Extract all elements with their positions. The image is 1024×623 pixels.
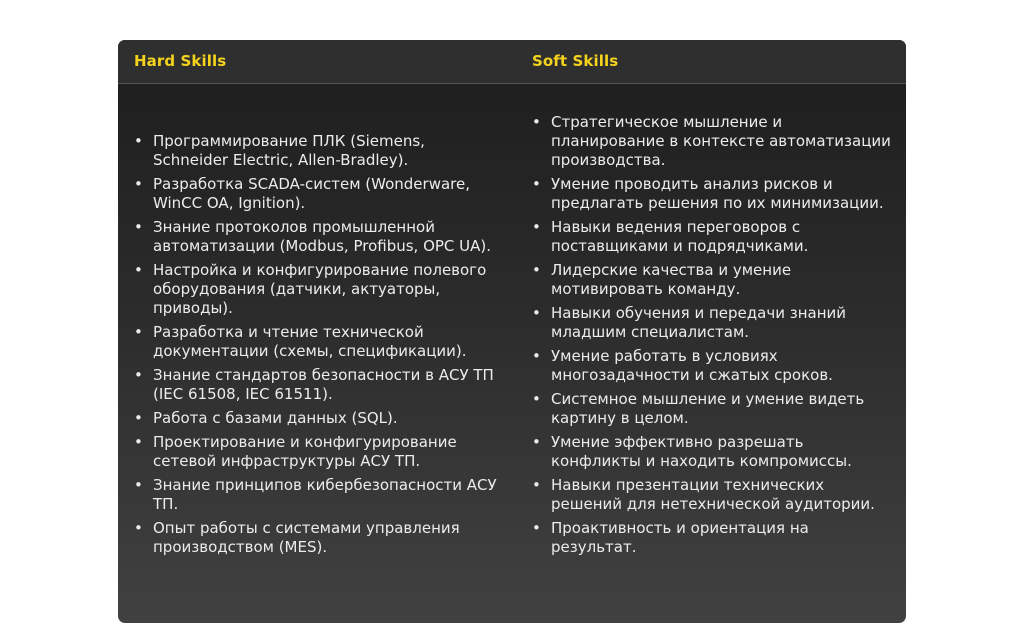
bullet-icon: • bbox=[134, 323, 143, 341]
table-header bbox=[118, 40, 906, 84]
bullet-icon: • bbox=[532, 433, 541, 451]
soft-skill-text: Умение проводить анализ рисков и предлагать решения по их минимизации. bbox=[551, 175, 884, 212]
soft-skill-text: Умение работать в условиях многозадачности и сжатых сроков. bbox=[551, 347, 833, 384]
bullet-icon: • bbox=[532, 304, 541, 322]
list-item bbox=[532, 433, 892, 471]
list-item bbox=[134, 261, 500, 318]
bullet-icon: • bbox=[134, 218, 143, 236]
soft-skills-title: Soft Skills bbox=[532, 52, 619, 70]
bullet-icon: • bbox=[134, 366, 143, 384]
soft-skill-text: Навыки обучения и передачи знаний младшим специалистам. bbox=[551, 304, 846, 341]
hard-skills-title: Hard Skills bbox=[134, 52, 227, 70]
hard-skill-text: Программирование ПЛК (Siemens, Schneider Electric, Allen-Bradley). bbox=[153, 132, 425, 169]
list-item bbox=[532, 261, 892, 299]
list-item bbox=[532, 304, 892, 342]
hard-skill-text: Знание стандартов безопасности в АСУ ТП (IEC 61508, IEC 61511). bbox=[153, 366, 494, 403]
hard-skill-text: Знание протоколов промышленной автоматизации (Modbus, Profibus, OPC UA). bbox=[153, 218, 492, 255]
list-item bbox=[134, 366, 500, 404]
bullet-icon: • bbox=[134, 519, 143, 537]
list-item bbox=[532, 113, 892, 170]
bullet-icon: • bbox=[134, 476, 143, 494]
list-item bbox=[532, 476, 892, 514]
hard-skill-text: Разработка и чтение технической документации (схемы, спецификации). bbox=[153, 323, 467, 360]
bullet-icon: • bbox=[532, 347, 541, 365]
list-item bbox=[134, 433, 500, 471]
list-item bbox=[134, 519, 500, 557]
list-item bbox=[532, 175, 892, 213]
bullet-icon: • bbox=[134, 261, 143, 279]
soft-skill-text: Умение эффективно разрешать конфликты и находить компромиссы. bbox=[551, 433, 852, 470]
hard-skill-text: Настройка и конфигурирование полевого оборудования (датчики, актуаторы, приводы). bbox=[153, 261, 487, 317]
list-item bbox=[134, 323, 500, 361]
soft-skill-text: Навыки презентации технических решений для нетехнической аудитории. bbox=[551, 476, 875, 513]
list-item bbox=[134, 175, 500, 213]
hard-skill-text: Опыт работы с системами управления производством (MES). bbox=[153, 519, 460, 556]
bullet-icon: • bbox=[134, 175, 143, 193]
list-item bbox=[532, 519, 892, 557]
list-item bbox=[134, 476, 500, 514]
list-item bbox=[532, 218, 892, 256]
hard-skill-text: Работа с базами данных (SQL). bbox=[153, 409, 398, 427]
hard-skills-list bbox=[134, 132, 500, 562]
bullet-icon: • bbox=[532, 519, 541, 537]
hard-skill-text: Разработка SCADA-систем (Wonderware, WinCC OA, Ignition). bbox=[153, 175, 470, 212]
bullet-icon: • bbox=[532, 218, 541, 236]
skills-table bbox=[118, 40, 906, 623]
list-item bbox=[134, 409, 500, 428]
bullet-icon: • bbox=[532, 261, 541, 279]
bullet-icon: • bbox=[134, 409, 143, 427]
soft-skill-text: Системное мышление и умение видеть картину в целом. bbox=[551, 390, 865, 427]
bullet-icon: • bbox=[532, 113, 541, 131]
soft-skills-list bbox=[532, 113, 892, 562]
list-item bbox=[134, 218, 500, 256]
soft-skill-text: Проактивность и ориентация на результат. bbox=[551, 519, 809, 556]
soft-skill-text: Стратегическое мышление и планирование в контексте автоматизации производства. bbox=[551, 113, 891, 169]
list-item bbox=[134, 132, 500, 170]
hard-skill-text: Проектирование и конфигурирование сетевой инфраструктуры АСУ ТП. bbox=[153, 433, 457, 470]
list-item bbox=[532, 390, 892, 428]
bullet-icon: • bbox=[532, 476, 541, 494]
bullet-icon: • bbox=[532, 175, 541, 193]
list-item bbox=[532, 347, 892, 385]
bullet-icon: • bbox=[532, 390, 541, 408]
soft-skill-text: Лидерские качества и умение мотивировать команду. bbox=[551, 261, 792, 298]
soft-skill-text: Навыки ведения переговоров с поставщиками и подрядчиками. bbox=[551, 218, 809, 255]
hard-skill-text: Знание принципов кибербезопасности АСУ ТП. bbox=[153, 476, 497, 513]
bullet-icon: • bbox=[134, 132, 143, 150]
bullet-icon: • bbox=[134, 433, 143, 451]
